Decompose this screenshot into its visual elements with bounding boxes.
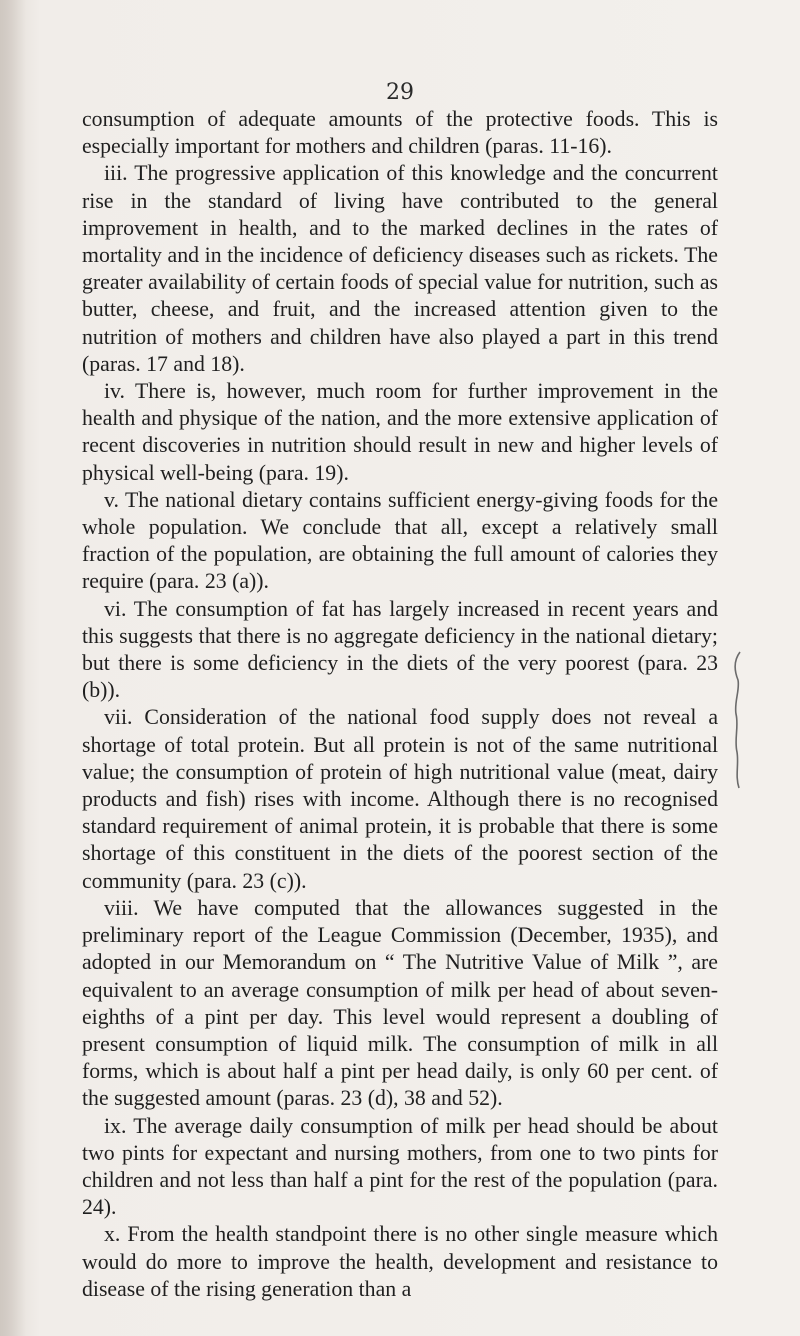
margin-pencil-bracket	[730, 650, 744, 790]
binding-shadow	[0, 0, 26, 1336]
page-number: 29	[386, 80, 414, 105]
paragraph-iv: iv. There is, however, much room for further improvement in the health and physique of the nation, and the more extensive application of recent discoveries in nutrition should result in new and higher levels of physical well-being (para. 19).	[82, 379, 718, 485]
paragraph-vi: vi. The consumption of fat has largely increased in recent years and this suggests that there is no aggregate deficiency in the national dietary; but there is some deficiency in the diets of the very poorest (para. 23 (b)).	[82, 596, 718, 703]
paragraph-iii: iii. The progressive application of this knowledge and the concurrent rise in the standard of living have contributed to the general improvement in health, and to the marked declines in the rates of mortality and in the incidence of deficiency diseases such as rickets. The greater availability of certain foods of special value for nutrition, such as butter, cheese, and fruit, and the increased attention given to the nutrition of mothers and children have also played a part in this trend (paras. 17 and 18).	[82, 161, 718, 376]
paragraph-continuation: consumption of adequate amounts of the protective foods. This is especially important for mothers and children (paras. 11-16).	[82, 107, 718, 159]
paragraph-vii: vii. Consideration of the national food supply does not reveal a shortage of total protein. But all protein is not of the same nutritional value; the consumption of protein of high nutritional value (meat, dairy products and fish) rises with income. Although there is no recognised standard requirement of animal protein, it is probable that there is some shortage of this constituent in the diets of the poorest section of the community (para. 23 (c)).	[82, 705, 718, 893]
body-text	[82, 106, 718, 1303]
paragraph-v: v. The national dietary contains sufficient energy-giving foods for the whole population. We conclude that all, except a relatively small fraction of the population, are obtaining the full amount of calories they require (para. 23 (a)).	[82, 487, 718, 594]
paragraph-x: x. From the health standpoint there is no other single measure which would do more to improve the health, development and resistance to disease of the rising generation than a	[82, 1222, 718, 1301]
paragraph-viii: viii. We have computed that the allowances suggested in the preliminary report of the League Commission (December, 1935), and adopted in our Memorandum on “ The Nutritive Value of Milk ”, are equivalent to an average consumption of milk per head of about seven-eighths of a pint per day. This level would represent a doubling of present consumption of liquid milk. The consumption of milk in all forms, which is about half a pint per head daily, is only 60 per cent. of the suggested amount (paras. 23 (d), 38 and 52).	[82, 895, 718, 1111]
paragraph-ix: ix. The average daily consumption of milk per head should be about two pints for expectant and nursing mothers, from one to two pints for children and not less than half a pint for the rest of the population (para. 24).	[82, 1113, 718, 1220]
